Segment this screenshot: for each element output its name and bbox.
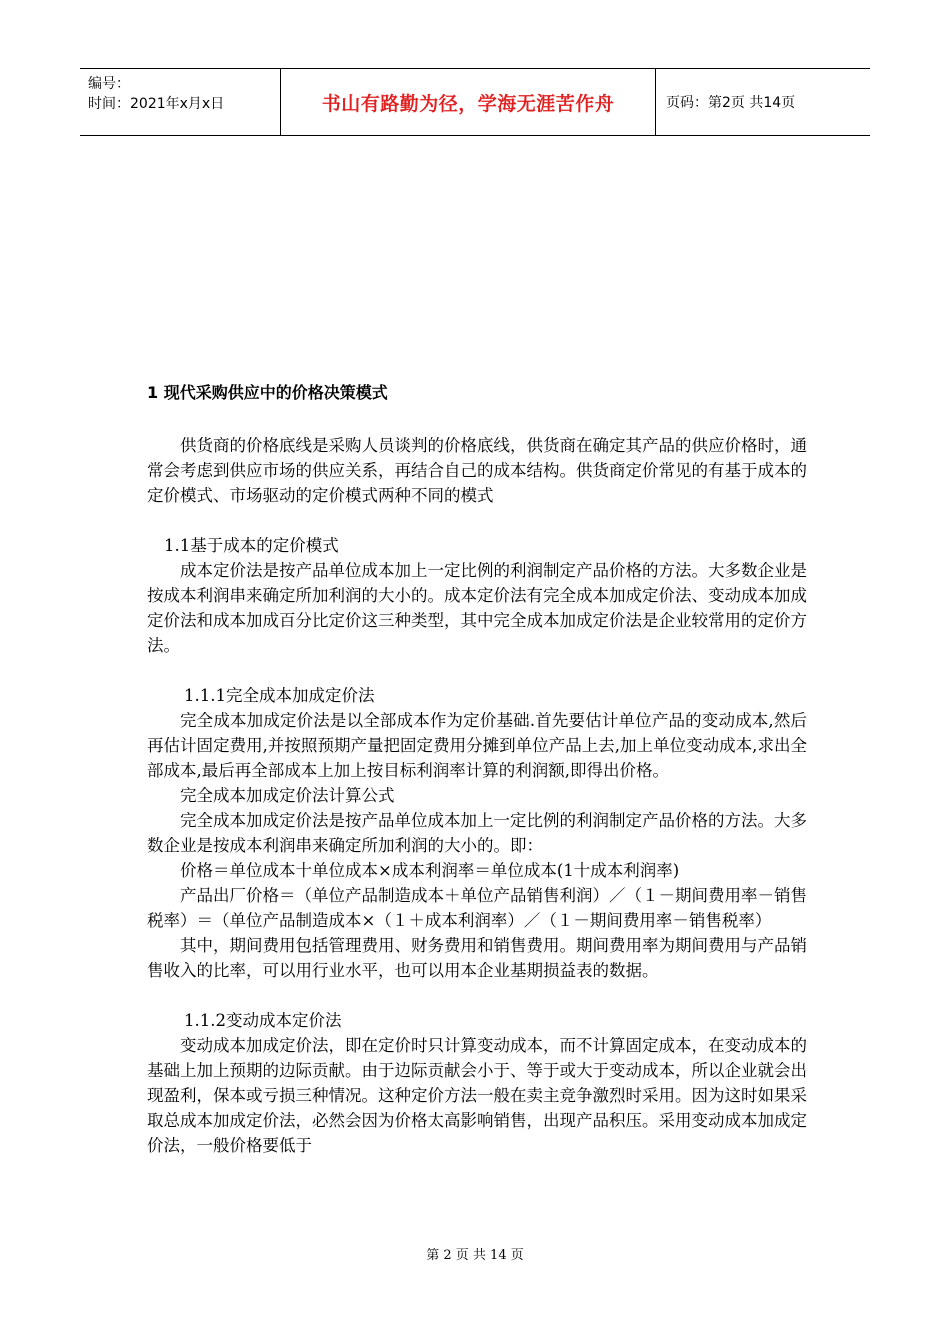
- section-title: 1 现代采购供应中的价格决策模式: [147, 383, 388, 402]
- paragraph: 完全成本加成定价法是按产品单位成本加上一定比例的利润制定产品价格的方法。大多数企业是按成本利润串来确定所加利润的大小的。即：: [147, 811, 807, 855]
- document-date: 时间：2021年x月x日: [88, 96, 225, 112]
- paragraph: 成本定价法是按产品单位成本加上一定比例的利润制定产品价格的方法。大多数企业是按成本利润串来确定所加利润的大小的。成本定价法有完全成本加成定价法、变动成本加成定价法和成本加成百分比定价这三种类型，其中完全成本加成定价法是企业较常用的定价方法。: [147, 561, 807, 655]
- paragraph: 完全成本加成定价法是以全部成本作为定价基础.首先要估计单位产品的变动成本,然后再估计固定费用,并按照预期产量把固定费用分摊到单位产品上去,加上单位变动成本,求出全部成本,最后再全部成本上加上按目标利润率计算的利润额,即得出价格。: [147, 711, 807, 780]
- formula: 价格＝单位成本十单位成本×成本利润率＝单位成本(1十成本利润率): [180, 861, 680, 880]
- header-motto: 书山有路勤为径，学海无涯苦作舟: [321, 92, 615, 115]
- document-number: 编号：: [88, 76, 130, 92]
- formula: 产品出厂价格＝（单位产品制造成本＋单位产品销售利润）／（１－期间费用率－销售税率）＝（单位产品制造成本×（１＋成本利润率）／（１－期间费用率－销售税率）: [147, 886, 807, 930]
- header-meta: [80, 69, 280, 135]
- header-table: [80, 68, 870, 136]
- subsubsection-title: 1.1.1完全成本加成定价法: [184, 686, 375, 705]
- page-footer: 第 2 页 共 14 页: [426, 1248, 524, 1263]
- header-page-info: 页码：第2页 共14页: [666, 95, 796, 111]
- subsection-title: 1.1基于成本的定价模式: [164, 536, 339, 555]
- paragraph: 完全成本加成定价法计算公式: [180, 786, 395, 805]
- paragraph: 其中，期间费用包括管理费用、财务费用和销售费用。期间费用率为期间费用与产品销售收入的比率，可以用行业水平，也可以用本企业基期损益表的数据。: [147, 936, 807, 980]
- header-motto-cell: [280, 69, 656, 135]
- paragraph: 变动成本加成定价法，即在定价时只计算变动成本，而不计算固定成本，在变动成本的基础上加上预期的边际贡献。由于边际贡献会小于、等于或大于变动成本，所以企业就会出现盈利，保本或亏损三种情况。这种定价方法一般在卖主竞争激烈时采用。因为这时如果采取总成本加成定价法，必然会因为价格太高影响销售，出现产品积压。采用变动成本加成定价法，一般价格要低于: [147, 1036, 807, 1155]
- document-body: [147, 380, 807, 1158]
- section-intro: 供货商的价格底线是采购人员谈判的价格底线，供货商在确定其产品的供应价格时，通常会考虑到供应市场的供应关系，再结合自己的成本结构。供货商定价常见的有基于成本的定价模式、市场驱动的定价模式两种不同的模式: [147, 436, 807, 505]
- subsubsection-title: 1.1.2变动成本定价法: [184, 1011, 342, 1030]
